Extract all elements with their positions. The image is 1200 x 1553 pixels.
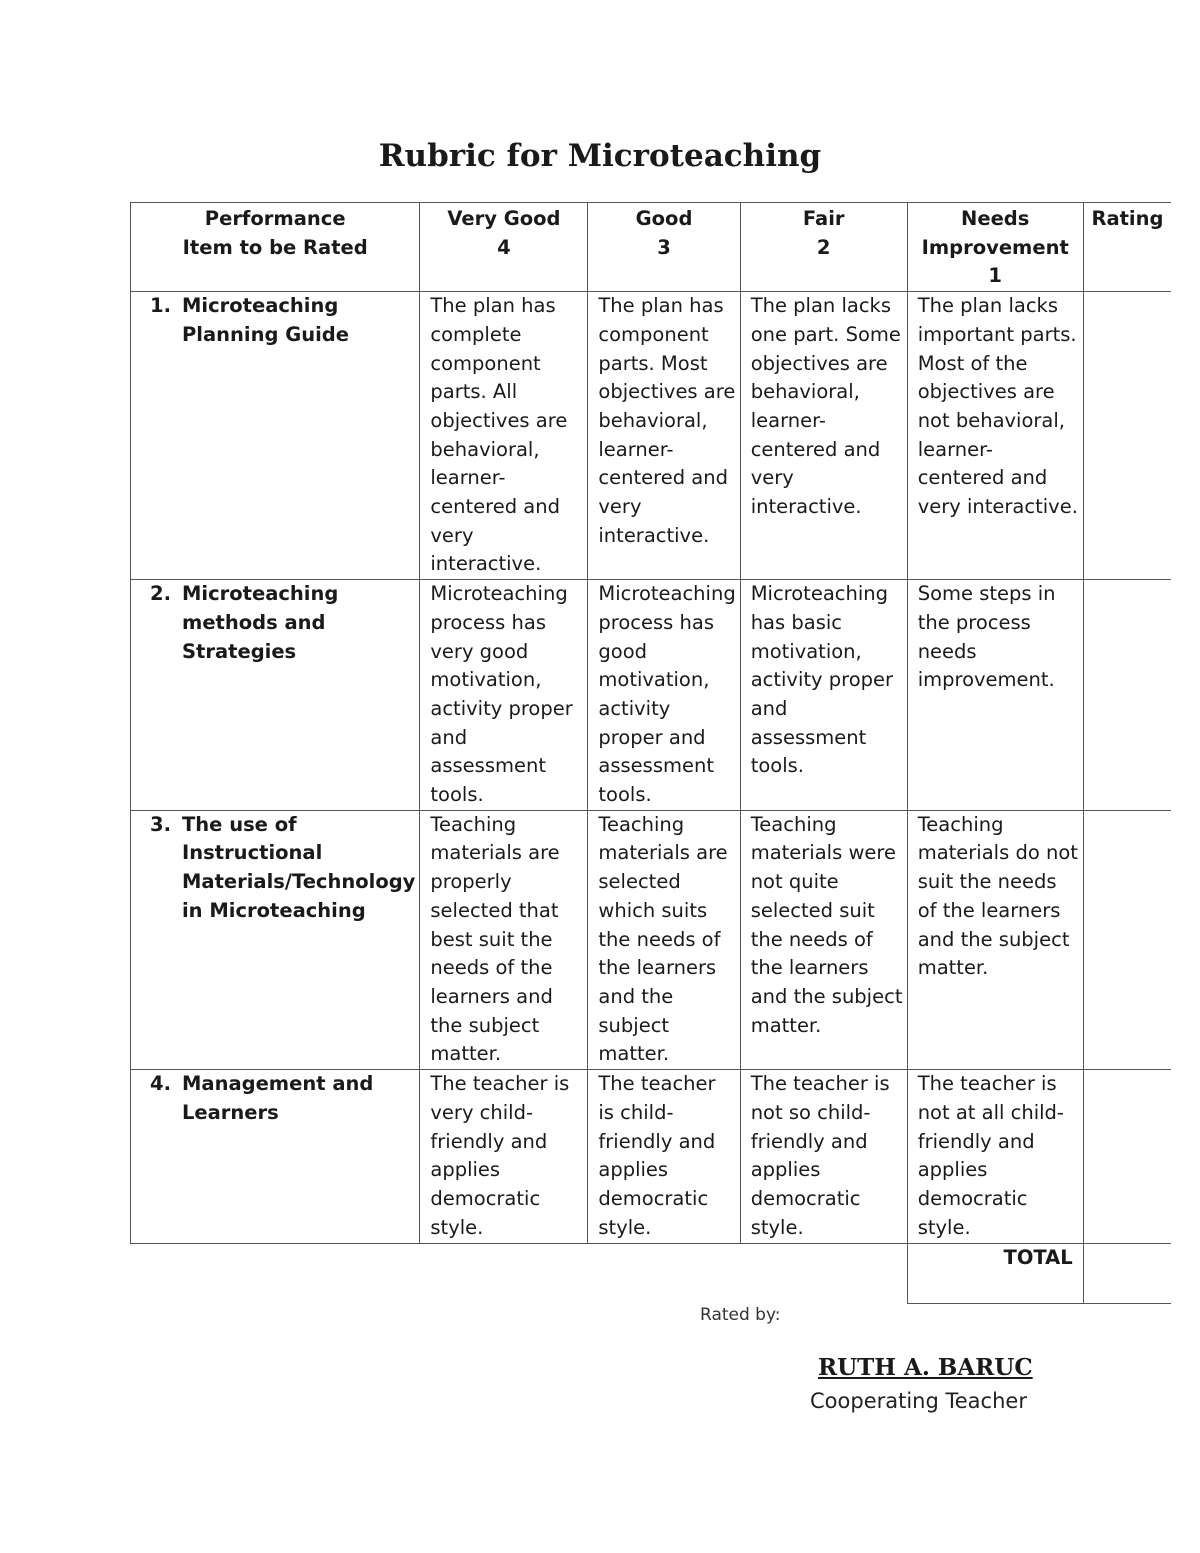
- needs-improvement-cell: The teacher is not at all child-friendly and applies democratic style.: [907, 1070, 1083, 1244]
- rating-cell[interactable]: [1083, 1070, 1171, 1244]
- item-label: The use of Instructional Materials/Technology in Microteaching: [182, 812, 416, 922]
- rating-cell[interactable]: [1083, 580, 1171, 811]
- very-good-cell: Microteaching process has very good motivation, activity proper and assessment tools.: [420, 580, 588, 811]
- very-good-cell: The teacher is very child-friendly and applies democratic style.: [420, 1070, 588, 1244]
- header-very-good: [420, 203, 588, 292]
- good-cell: The plan has component parts. Most objectives are behavioral, learner-centered and very interactive.: [588, 292, 740, 580]
- total-rating-cell[interactable]: [1083, 1244, 1171, 1304]
- fair-cell: Microteaching has basic motivation, activity proper and assessment tools.: [740, 580, 907, 811]
- good-cell: Microteaching process has good motivation, activity proper and assessment tools.: [588, 580, 740, 811]
- good-cell: Teaching materials are selected which suits the needs of the learners and the subject matter.: [588, 810, 740, 1069]
- header-rating: [1083, 203, 1171, 292]
- header-row: [131, 203, 1172, 292]
- header-performance-label: Performance: [204, 207, 346, 230]
- item-label: Management and Learners: [182, 1072, 374, 1124]
- header-good-score: 3: [657, 235, 671, 259]
- signatory-name: RUTH A. BARUC: [818, 1354, 1033, 1381]
- rating-cell[interactable]: [1083, 292, 1171, 580]
- header-needs-label: Needs: [961, 207, 1030, 230]
- header-fair: [740, 203, 907, 292]
- fair-cell: The plan lacks one part. Some objectives are behavioral, learner-centered and very interactive.: [740, 292, 907, 580]
- fair-cell: The teacher is not so child-friendly and applies democratic style.: [740, 1070, 907, 1244]
- header-good-label: Good: [635, 207, 693, 230]
- rated-by-label: Rated by:: [700, 1305, 781, 1325]
- very-good-cell: Teaching materials are properly selected that best suit the needs of the learners and the subject matter.: [420, 810, 588, 1069]
- table-row: [131, 810, 1172, 1069]
- header-performance-item: [131, 203, 420, 292]
- table-row: [131, 580, 1172, 811]
- total-label: TOTAL: [907, 1244, 1083, 1304]
- needs-improvement-cell: The plan lacks important parts. Most of the objectives are not behavioral, learner-centered and very interactive.: [907, 292, 1083, 580]
- document-title: Rubric for Microteaching: [378, 138, 822, 174]
- item-number: 1.: [150, 294, 171, 318]
- header-item-label: Item to be Rated: [182, 235, 368, 259]
- performance-item-cell: [131, 810, 420, 1069]
- header-good: [588, 203, 740, 292]
- header-needs-improvement: [907, 203, 1083, 292]
- total-row: [131, 1244, 1172, 1304]
- item-label: Microteaching Planning Guide: [182, 294, 349, 346]
- header-rating-label: Rating: [1091, 207, 1164, 230]
- header-improvement-label: Improvement: [921, 235, 1069, 259]
- item-number: 2.: [150, 582, 171, 606]
- header-fair-label: Fair: [802, 207, 845, 230]
- header-needs-score: 1: [988, 264, 1002, 288]
- header-very-good-label: Very Good: [447, 207, 561, 230]
- header-very-good-score: 4: [497, 235, 511, 259]
- performance-item-cell: [131, 580, 420, 811]
- item-number: 3.: [150, 812, 171, 836]
- fair-cell: Teaching materials were not quite selected suit the needs of the learners and the subject matter.: [740, 810, 907, 1069]
- performance-item-cell: [131, 1070, 420, 1244]
- table-row: [131, 292, 1172, 580]
- signatory-role: Cooperating Teacher: [810, 1389, 1027, 1413]
- header-fair-score: 2: [816, 235, 831, 259]
- very-good-cell: The plan has complete component parts. All objectives are behavioral, learner-centered and very interactive.: [420, 292, 588, 580]
- rating-cell[interactable]: [1083, 810, 1171, 1069]
- needs-improvement-cell: Some steps in the process needs improvement.: [907, 580, 1083, 811]
- needs-improvement-cell: Teaching materials do not suit the needs of the learners and the subject matter.: [907, 810, 1083, 1069]
- rubric-table: [130, 202, 1171, 1304]
- total-row-spacer: [131, 1244, 908, 1304]
- item-label: Microteaching methods and Strategies: [182, 582, 339, 663]
- table-row: [131, 1070, 1172, 1244]
- item-number: 4.: [150, 1072, 171, 1096]
- performance-item-cell: [131, 292, 420, 580]
- good-cell: The teacher is child-friendly and applies democratic style.: [588, 1070, 740, 1244]
